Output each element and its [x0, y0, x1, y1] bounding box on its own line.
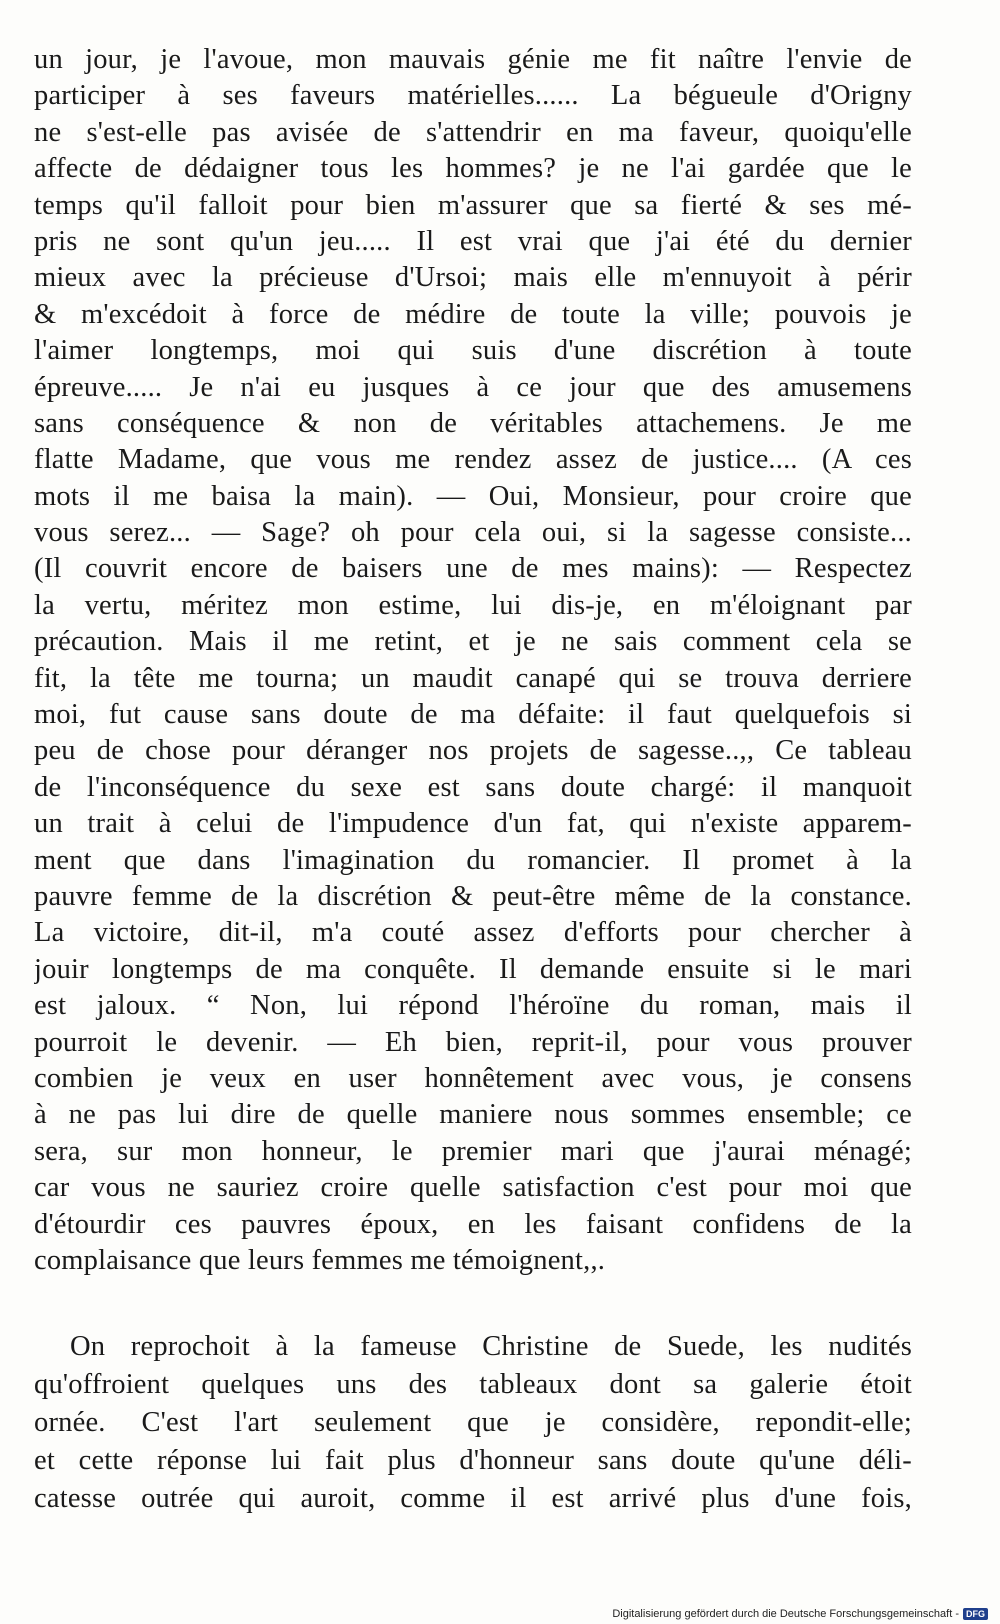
text-line: ment que dans l'imagination du romancier. Il promet à la: [34, 844, 912, 876]
text-line: épreuve..... Je n'ai eu jusques à ce jour que des amusemens: [34, 371, 912, 403]
text-line: affecte de dédaigner tous les hommes? je ne l'ai gardée que le: [34, 153, 912, 185]
text-line: ne s'est-elle pas avisée de s'attendrir en ma faveur, quoiqu'elle: [34, 116, 912, 148]
text-line: vous serez... — Sage? oh pour cela oui, si la sagesse consiste...: [34, 517, 912, 549]
text-line: peu de chose pour déranger nos projets de sagesse..,, Ce tableau: [34, 735, 912, 767]
text-line: temps qu'il falloit pour bien m'assurer que sa fierté & ses mé-: [34, 189, 912, 221]
text-line: combien je veux en user honnêtement avec vous, je consens: [34, 1062, 912, 1094]
text-line: la vertu, méritez mon estime, lui dis-je, en m'éloignant par: [34, 589, 912, 621]
dfg-logo: DFG: [963, 1608, 988, 1620]
text-line: de l'inconséquence du sexe est sans doute chargé: il manquoit: [34, 771, 912, 803]
text-line: pauvre femme de la discrétion & peut-être même de la constance.: [34, 880, 912, 912]
text-line: sera, sur mon honneur, le premier mari que j'aurai ménagé;: [34, 1135, 912, 1167]
text-line: mots il me baisa la main). — Oui, Monsieur, pour croire que: [34, 480, 912, 512]
paragraph-1: [34, 42, 912, 1279]
text-line: d'étourdir ces pauvres époux, en les faisant confidens de la: [34, 1208, 912, 1240]
text-line: sans conséquence & non de véritables attachemens. Je me: [34, 407, 912, 439]
text-line: complaisance que leurs femmes me témoignent,,.: [34, 1244, 606, 1276]
text-line: participer à ses faveurs matérielles...... La bégueule d'Origny: [34, 80, 912, 112]
text-line: l'aimer longtemps, moi qui suis d'une discrétion à toute: [34, 335, 912, 367]
text-line: flatte Madame, que vous me rendez assez de justice.... (A ces: [34, 444, 912, 476]
text-line: On reprochoit à la fameuse Christine de Suede, les nudités: [70, 1331, 912, 1362]
text-line: car vous ne sauriez croire quelle satisfaction c'est pour moi que: [34, 1172, 912, 1204]
text-line: jouir longtemps de ma conquête. Il demande ensuite si le mari: [34, 953, 912, 985]
text-line: fit, la tête me tourna; un maudit canapé qui se trouva derriere: [34, 662, 912, 694]
text-line: un jour, je l'avoue, mon mauvais génie me fit naître l'envie de: [34, 44, 912, 75]
text-line: pris ne sont qu'un jeu..... Il est vrai que j'ai été du dernier: [34, 225, 912, 257]
text-line: qu'offroient quelques uns des tableaux dont sa galerie étoit: [34, 1369, 912, 1400]
digitization-credit: [612, 1608, 988, 1620]
credit-text: Digitalisierung gefördert durch die Deutsche Forschungsgemeinschaft -: [612, 1608, 959, 1620]
text-line: mieux avec la précieuse d'Ursoi; mais elle m'ennuyoit à périr: [34, 262, 912, 294]
text-line: précaution. Mais il me retint, et je ne sais comment cela se: [34, 626, 912, 658]
text-line: moi, fut cause sans doute de ma défaite: il faut quelquefois si: [34, 699, 912, 731]
text-line: La victoire, dit-il, m'a couté assez d'efforts pour chercher à: [34, 917, 912, 949]
text-line: pourroit le devenir. — Eh bien, reprit-il, pour vous prouver: [34, 1026, 912, 1058]
text-line: & m'excédoit à force de médire de toute la ville; pouvois je: [34, 298, 912, 330]
text-line: et cette réponse lui fait plus d'honneur sans doute qu'une déli-: [34, 1445, 912, 1476]
paragraph-2: [34, 1328, 912, 1518]
text-line: est jaloux. “ Non, lui répond l'héroïne du roman, mais il: [34, 990, 912, 1022]
text-line: (Il couvrit encore de baisers une de mes mains): — Respectez: [34, 553, 912, 585]
text-line: ornée. C'est l'art seulement que je considère, repondit-elle;: [34, 1407, 912, 1438]
text-line: un trait à celui de l'impudence d'un fat, qui n'existe apparem-: [34, 808, 912, 840]
text-line: à ne pas lui dire de quelle maniere nous sommes ensemble; ce: [34, 1099, 912, 1131]
text-line: catesse outrée qui auroit, comme il est arrivé plus d'une fois,: [34, 1483, 912, 1514]
